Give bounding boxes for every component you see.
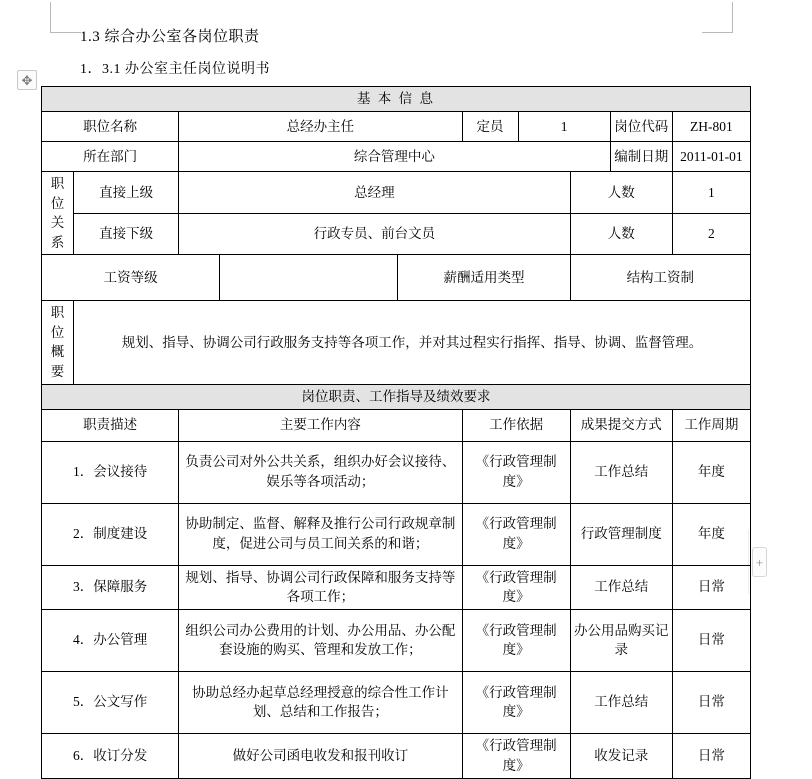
cell-duty-basis[interactable]: 《行政管理制度》 xyxy=(462,671,570,733)
cell-issue-date-label: 编制日期 xyxy=(610,142,672,172)
table-row xyxy=(42,172,751,214)
cell-duty-cycle[interactable]: 日常 xyxy=(672,671,750,733)
vlabel-char: 系 xyxy=(50,234,65,250)
page-margin-mark-top-left xyxy=(50,2,81,33)
cell-salary-type-value[interactable]: 结构工资制 xyxy=(570,255,750,301)
vlabel-char: 职 xyxy=(50,176,65,191)
section-header-basic-info: 基 本 信 息 xyxy=(42,87,751,112)
job-description-table xyxy=(41,86,751,779)
cell-duty-deliverable[interactable]: 行政管理制度 xyxy=(570,503,672,565)
cell-summary-text[interactable]: 规划、指导、协调公司行政服务支持等各项工作，并对其过程实行指挥、指导、协调、监督管理。 xyxy=(74,301,751,384)
cell-duty-basis[interactable]: 《行政管理制度》 xyxy=(462,441,570,503)
cell-duty-cycle[interactable]: 年度 xyxy=(672,441,750,503)
table-row xyxy=(42,255,751,301)
vlabel-char: 位 xyxy=(50,324,65,340)
col-header-content: 主要工作内容 xyxy=(179,409,462,441)
cell-duty-basis[interactable]: 《行政管理制度》 xyxy=(462,733,570,778)
cell-duty-deliverable[interactable]: 办公用品购买记录 xyxy=(570,609,672,671)
cell-job-code-value[interactable]: ZH-801 xyxy=(672,112,750,142)
vlabel-char: 概 xyxy=(50,344,65,360)
cell-subordinate-label: 直接下级 xyxy=(74,213,179,255)
cell-duty-deliverable[interactable]: 收发记录 xyxy=(570,733,672,778)
cell-job-code-label: 岗位代码 xyxy=(610,112,672,142)
cell-duty-description[interactable]: 1．会议接待 xyxy=(42,441,179,503)
cell-duty-cycle[interactable]: 日常 xyxy=(672,609,750,671)
page-margin-mark-top-right xyxy=(702,2,733,33)
col-header-deliverable: 成果提交方式 xyxy=(570,409,672,441)
table-row xyxy=(42,441,751,503)
table-row xyxy=(42,142,751,172)
table-row xyxy=(42,733,751,778)
cell-duty-basis[interactable]: 《行政管理制度》 xyxy=(462,503,570,565)
cell-duty-cycle[interactable]: 日常 xyxy=(672,733,750,778)
col-header-description: 职责描述 xyxy=(42,409,179,441)
cell-duty-deliverable[interactable]: 工作总结 xyxy=(570,441,672,503)
vlabel-char: 位 xyxy=(50,195,65,211)
cell-job-title-label: 职位名称 xyxy=(42,112,179,142)
page-title: 1.3 综合办公室各岗位职责 xyxy=(80,29,260,45)
cell-headcount-value[interactable]: 1 xyxy=(518,112,610,142)
cell-superior-count-label: 人数 xyxy=(570,172,672,214)
cell-duty-description[interactable]: 5．公文写作 xyxy=(42,671,179,733)
cell-duty-description[interactable]: 2．制度建设 xyxy=(42,503,179,565)
table-row xyxy=(42,87,751,112)
cell-issue-date-value[interactable]: 2011-01-01 xyxy=(672,142,750,172)
table-row xyxy=(42,112,751,142)
cell-salary-grade-label: 工资等级 xyxy=(42,255,220,301)
vlabel-char: 要 xyxy=(50,363,65,379)
table-row xyxy=(42,384,751,409)
cell-duty-description[interactable]: 4．办公管理 xyxy=(42,609,179,671)
cell-duty-description[interactable]: 6．收订分发 xyxy=(42,733,179,778)
cell-duty-cycle[interactable]: 年度 xyxy=(672,503,750,565)
vlabel-char: 关 xyxy=(50,215,65,231)
cell-salary-type-label: 薪酬适用类型 xyxy=(398,255,570,301)
insert-row-button[interactable]: + xyxy=(752,547,767,577)
cell-headcount-label: 定员 xyxy=(462,112,518,142)
page-subtitle: 1．3.1 办公室主任岗位说明书 xyxy=(80,62,270,77)
section-header-duties: 岗位职责、工作指导及绩效要求 xyxy=(42,384,751,409)
col-header-cycle: 工作周期 xyxy=(672,409,750,441)
cell-job-title-value[interactable]: 总经办主任 xyxy=(179,112,462,142)
table-header-row xyxy=(42,409,751,441)
table-row xyxy=(42,609,751,671)
cell-duty-basis[interactable]: 《行政管理制度》 xyxy=(462,565,570,609)
cell-duty-basis[interactable]: 《行政管理制度》 xyxy=(462,609,570,671)
cell-duty-content[interactable]: 组织公司办公费用的计划、办公用品、办公配套设施的购买、管理和发放工作； xyxy=(179,609,462,671)
cell-relations-vertical-label xyxy=(42,172,74,255)
col-header-basis: 工作依据 xyxy=(462,409,570,441)
cell-duty-deliverable[interactable]: 工作总结 xyxy=(570,565,672,609)
cell-duty-deliverable[interactable]: 工作总结 xyxy=(570,671,672,733)
cell-duty-content[interactable]: 规划、指导、协调公司行政保障和服务支持等各项工作； xyxy=(179,565,462,609)
cell-department-label: 所在部门 xyxy=(42,142,179,172)
table-row xyxy=(42,213,751,255)
cell-subordinate-count-label: 人数 xyxy=(570,213,672,255)
cell-department-value[interactable]: 综合管理中心 xyxy=(179,142,611,172)
table-move-handle-icon[interactable]: ✥ xyxy=(17,70,37,90)
cell-superior-value[interactable]: 总经理 xyxy=(179,172,570,214)
table-row xyxy=(42,301,751,384)
cell-subordinate-value[interactable]: 行政专员、前台文员 xyxy=(179,213,570,255)
cell-summary-vertical-label xyxy=(42,301,74,384)
cell-superior-label: 直接上级 xyxy=(74,172,179,214)
cell-duty-content[interactable]: 协助总经办起草总经理授意的综合性工作计划、总结和工作报告； xyxy=(179,671,462,733)
vlabel-char: 职 xyxy=(50,305,65,321)
table-row xyxy=(42,565,751,609)
cell-salary-grade-value[interactable] xyxy=(220,255,398,301)
cell-duty-content[interactable]: 协助制定、监督、解释及推行公司行政规章制度，促进公司与员工间关系的和谐； xyxy=(179,503,462,565)
cell-duty-cycle[interactable]: 日常 xyxy=(672,565,750,609)
table-row xyxy=(42,671,751,733)
cell-superior-count-value[interactable]: 1 xyxy=(672,172,750,214)
cell-duty-description[interactable]: 3．保障服务 xyxy=(42,565,179,609)
cell-subordinate-count-value[interactable]: 2 xyxy=(672,213,750,255)
cell-duty-content[interactable]: 负责公司对外公共关系，组织办好会议接待、娱乐等各项活动； xyxy=(179,441,462,503)
table-row xyxy=(42,503,751,565)
cell-duty-content[interactable]: 做好公司函电收发和报刊收订 xyxy=(179,733,462,778)
